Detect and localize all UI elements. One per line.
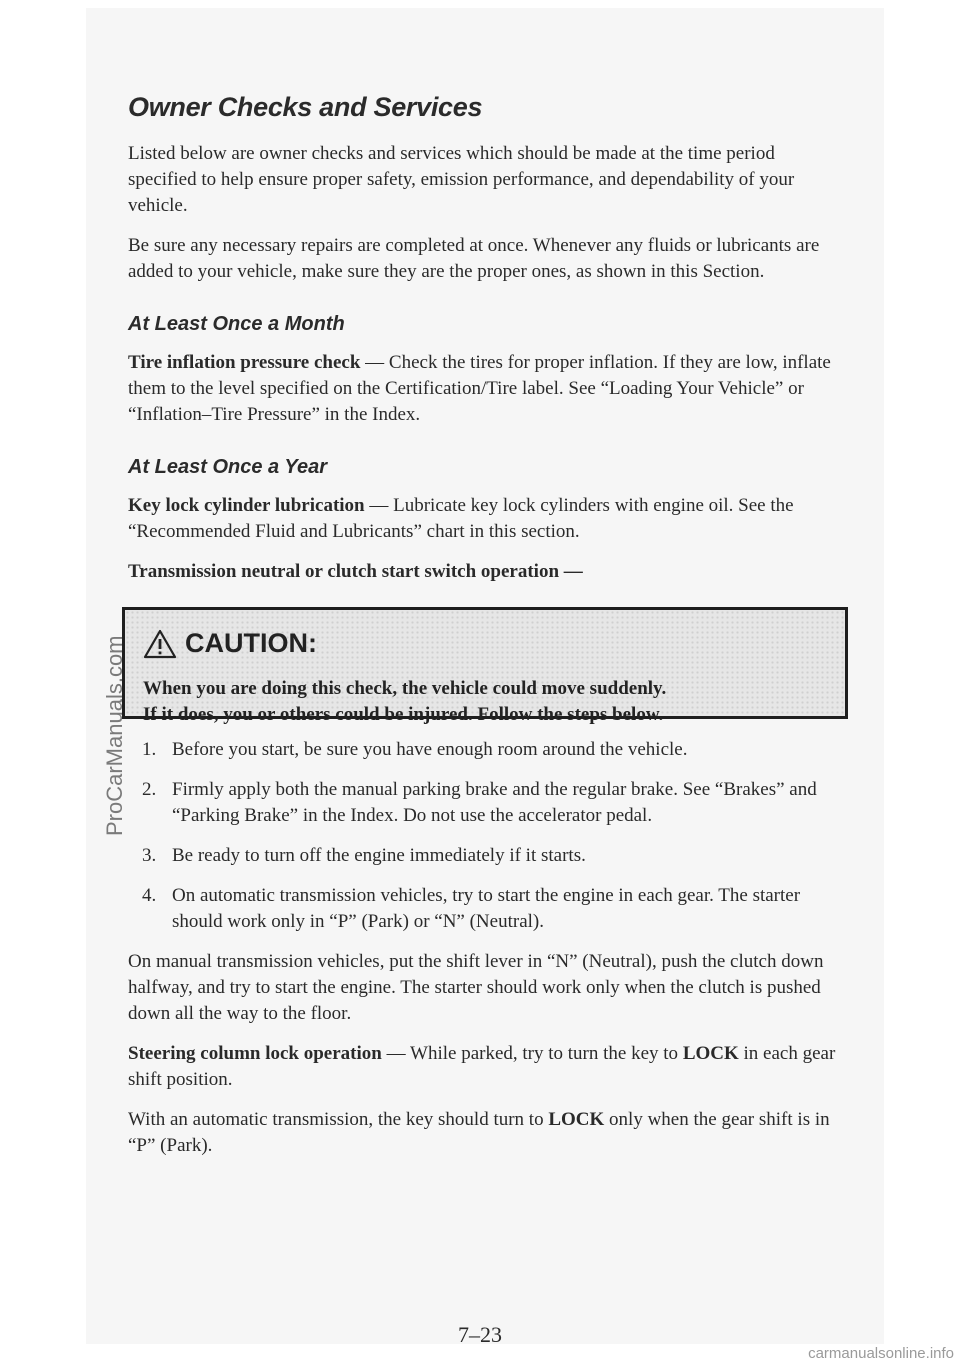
automatic-text-2: only when the gear shift is in “P” (Park).	[128, 1109, 830, 1156]
tire-inflation-text: — Check the tires for proper inflation. If they are low, inflate them to the level specified on the Certification/Tire label. See “Loading Your Vehicle” or “Inflation–Tire Pressure” in the Index.	[128, 352, 831, 425]
step-item	[128, 883, 848, 935]
step-text: On automatic transmission vehicles, try to start the engine in each gear. The starter should work only in “P” (Park) or “N” (Neutral).	[172, 885, 801, 932]
step-number: 2.	[142, 779, 157, 800]
step-item	[128, 737, 848, 763]
step-number: 3.	[142, 845, 157, 866]
automatic-transmission-paragraph	[128, 1107, 848, 1159]
steering-lock-paragraph	[128, 1041, 848, 1093]
caution-header	[143, 628, 317, 659]
key-lock-paragraph	[128, 493, 848, 545]
step-item	[128, 843, 848, 869]
step-text: Be ready to turn off the engine immediately if it starts.	[172, 845, 586, 866]
tire-inflation-lead: Tire inflation pressure check	[128, 352, 361, 373]
step-text: Before you start, be sure you have enough room around the vehicle.	[172, 739, 688, 760]
intro-paragraph-1: Listed below are owner checks and services which should be made at the time period specified to help ensure proper safety, emission performance, and dependability of your vehicle.	[128, 143, 795, 216]
watermark-footer: carmanualsonline.info	[808, 1345, 954, 1362]
step-text: Firmly apply both the manual parking brake and the regular brake. See “Brakes” and “Parking Brake” in the Index. Do not use the accelerator pedal.	[172, 779, 817, 826]
step-item	[128, 777, 848, 829]
automatic-lock-word: LOCK	[548, 1109, 605, 1130]
steps-list	[128, 737, 848, 935]
manual-transmission-paragraph: On manual transmission vehicles, put the shift lever in “N” (Neutral), push the clutch down halfway, and try to start the engine. The starter should work only when the clutch is pushed down all the way to the floor.	[128, 951, 824, 1024]
automatic-text-1: With an automatic transmission, the key should turn to	[128, 1109, 549, 1130]
caution-line-2: If it does, you or others could be injured. Follow the steps below.	[143, 704, 664, 725]
key-lock-text: — Lubricate key lock cylinders with engine oil. See the “Recommended Fluid and Lubricants” chart in this section.	[128, 495, 794, 542]
key-lock-lead: Key lock cylinder lubrication	[128, 495, 365, 516]
steering-lock-text-2: in each gear shift position.	[128, 1043, 836, 1090]
tire-inflation-paragraph	[128, 350, 848, 428]
watermark-vertical: ProCarManuals.com	[102, 635, 127, 836]
step-number: 4.	[142, 885, 157, 906]
step-number: 1.	[142, 739, 157, 760]
page-number: 7–23	[458, 1322, 502, 1347]
transmission-switch-paragraph	[128, 559, 848, 585]
warning-triangle-icon	[143, 629, 177, 659]
intro-paragraph-2: Be sure any necessary repairs are completed at once. Whenever any fluids or lubricants are added to your vehicle, make sure they are the proper ones, as shown in this Section.	[128, 235, 820, 282]
caution-box	[122, 607, 848, 725]
caution-line-1: When you are doing this check, the vehicle could move suddenly.	[143, 678, 667, 699]
section-heading-month: At Least Once a Month	[128, 313, 345, 335]
steering-lock-text-1: — While parked, try to turn the key to	[381, 1043, 683, 1064]
steering-lock-lead: Steering column lock operation	[128, 1043, 382, 1064]
page-content	[128, 92, 848, 1173]
caution-title: CAUTION:	[185, 628, 317, 658]
section-heading-year: At Least Once a Year	[128, 456, 327, 478]
page-title: Owner Checks and Services	[128, 92, 483, 122]
steering-lock-word: LOCK	[682, 1043, 739, 1064]
transmission-switch-lead: Transmission neutral or clutch start switch operation —	[128, 561, 583, 582]
caution-text	[143, 676, 833, 728]
